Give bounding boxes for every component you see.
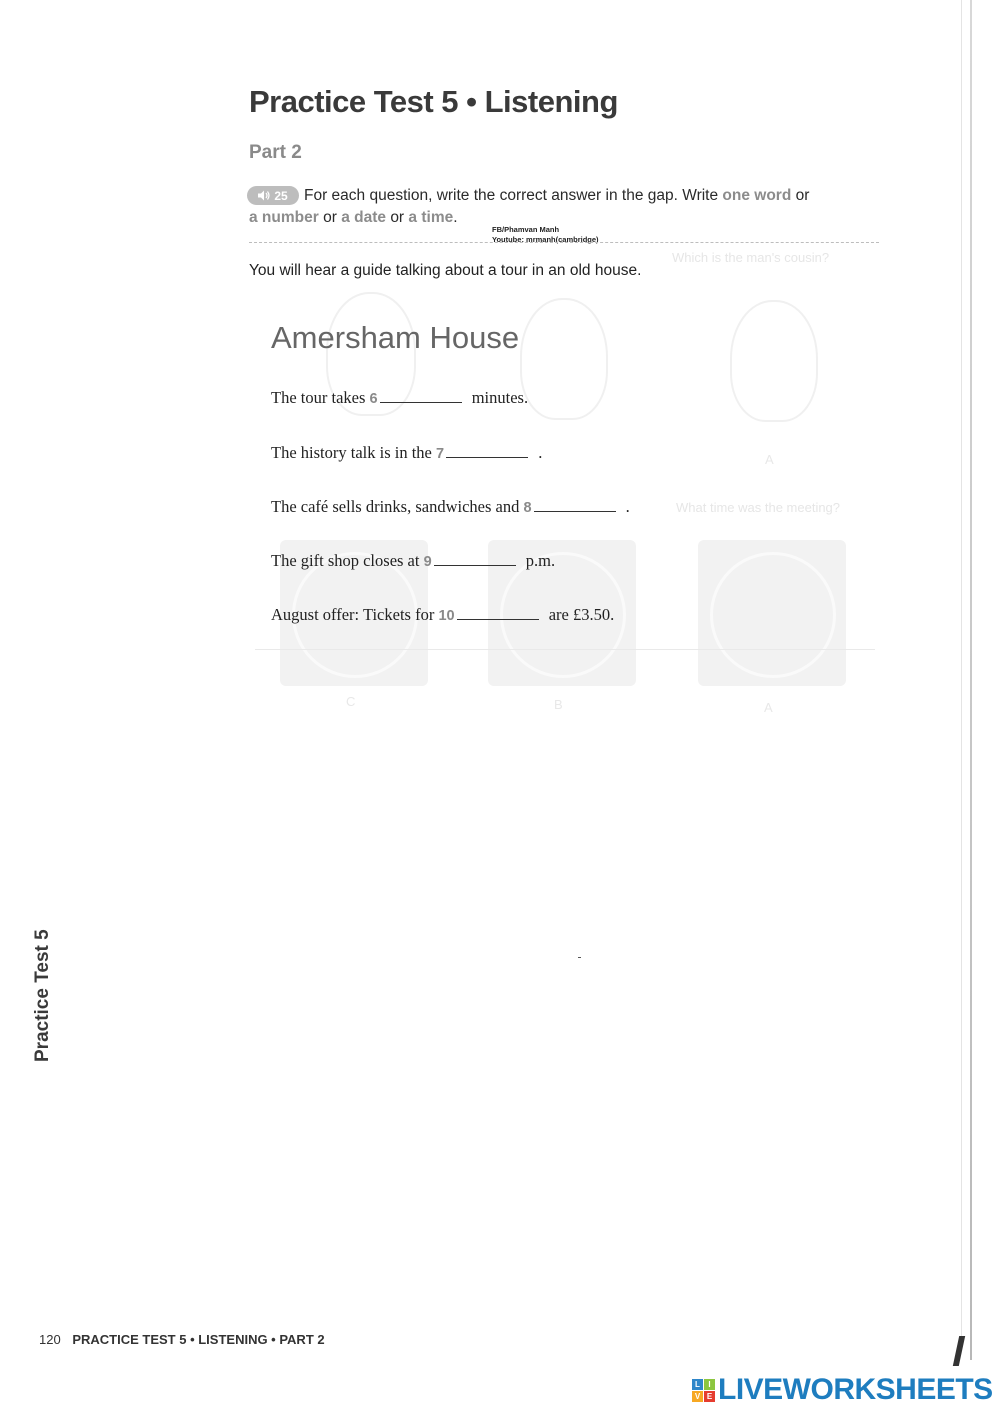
liveworksheets-logo-icon bbox=[692, 1379, 715, 1402]
instructions-or-1: or bbox=[795, 187, 810, 204]
scan-corner-mark bbox=[953, 1336, 965, 1366]
logo-letter-l: L bbox=[692, 1379, 703, 1390]
ghost-face-b bbox=[520, 298, 608, 420]
ghost-label-b: B bbox=[554, 697, 563, 712]
question-9-before: The gift shop closes at bbox=[271, 551, 420, 570]
answer-gap-10[interactable] bbox=[457, 618, 539, 620]
question-6 bbox=[271, 388, 528, 408]
speaker-icon bbox=[258, 190, 270, 201]
question-9 bbox=[271, 551, 555, 571]
audio-track-number: 25 bbox=[274, 188, 288, 203]
question-10-number: 10 bbox=[438, 608, 455, 624]
question-10 bbox=[271, 605, 614, 625]
question-6-after: minutes. bbox=[471, 388, 529, 407]
instructions-line-2 bbox=[249, 209, 458, 227]
instructions-end: . bbox=[453, 209, 458, 226]
question-9-after: p.m. bbox=[525, 551, 556, 570]
question-6-before: The tour takes bbox=[271, 388, 366, 407]
instructions-a-time: a time bbox=[408, 209, 454, 226]
scan-speck bbox=[578, 957, 581, 958]
instructions-or-2: or bbox=[323, 209, 337, 226]
logo-letter-v: V bbox=[692, 1391, 703, 1402]
answer-gap-7[interactable] bbox=[446, 456, 528, 458]
question-7-after: . bbox=[538, 443, 543, 462]
page-number: 120 bbox=[39, 1332, 61, 1347]
footer-text: PRACTICE TEST 5 • LISTENING • PART 2 bbox=[72, 1332, 325, 1347]
question-8-number: 8 bbox=[523, 500, 532, 516]
answer-gap-8[interactable] bbox=[534, 510, 616, 512]
page-title: Practice Test 5 • Listening bbox=[249, 84, 618, 119]
question-10-after: are £3.50. bbox=[548, 605, 615, 624]
instructions-one-word: one word bbox=[722, 187, 792, 204]
credit-line-2: Youtube: mrmanh(cambridge) bbox=[492, 235, 599, 244]
question-8-after: . bbox=[625, 497, 630, 516]
question-9-number: 9 bbox=[423, 554, 432, 570]
question-8-before: The café sells drinks, sandwiches and bbox=[271, 497, 520, 516]
form-bottom-rule bbox=[255, 649, 875, 650]
credit-line-1: FB/Phamvan Manh bbox=[492, 225, 560, 234]
answer-gap-9[interactable] bbox=[434, 564, 516, 566]
ghost-clock-a bbox=[698, 540, 846, 686]
logo-letter-e: E bbox=[704, 1391, 715, 1402]
instructions-line-1 bbox=[304, 187, 809, 205]
page-edge-inner bbox=[961, 0, 962, 1340]
show-through-question-2: What time was the meeting? bbox=[676, 500, 841, 515]
logo-letter-i: I bbox=[704, 1379, 715, 1390]
instructions-text: For each question, write the correct answer in the gap. Write bbox=[304, 187, 719, 204]
instructions-or-3: or bbox=[390, 209, 405, 226]
ghost-label-c: C bbox=[346, 694, 356, 709]
page-edge bbox=[970, 0, 972, 1360]
divider bbox=[249, 242, 879, 243]
question-7-before: The history talk is in the bbox=[271, 443, 432, 462]
question-10-before: August offer: Tickets for bbox=[271, 605, 435, 624]
instructions-a-date: a date bbox=[341, 209, 386, 226]
part-label: Part 2 bbox=[249, 142, 302, 163]
question-6-number: 6 bbox=[369, 391, 378, 407]
show-through-question-1: Which is the man's cousin? bbox=[672, 250, 830, 265]
task-intro: You will hear a guide talking about a tour in an old house. bbox=[249, 262, 642, 279]
form-heading: Amersham House bbox=[271, 320, 520, 355]
question-7 bbox=[271, 443, 542, 463]
ghost-label-a-top: A bbox=[765, 452, 774, 467]
audio-track-badge bbox=[247, 186, 299, 205]
question-7-number: 7 bbox=[435, 446, 445, 462]
liveworksheets-text: LIVEWORKSHEETS bbox=[718, 1373, 993, 1406]
answer-gap-6[interactable] bbox=[380, 401, 462, 403]
liveworksheets-watermark[interactable] bbox=[692, 1373, 993, 1407]
instructions-a-number: a number bbox=[249, 209, 319, 226]
ghost-face-a bbox=[730, 300, 818, 422]
side-label: Practice Test 5 bbox=[32, 929, 53, 1062]
ghost-label-a: A bbox=[764, 700, 773, 715]
page-footer bbox=[39, 1332, 325, 1347]
question-8 bbox=[271, 497, 630, 517]
